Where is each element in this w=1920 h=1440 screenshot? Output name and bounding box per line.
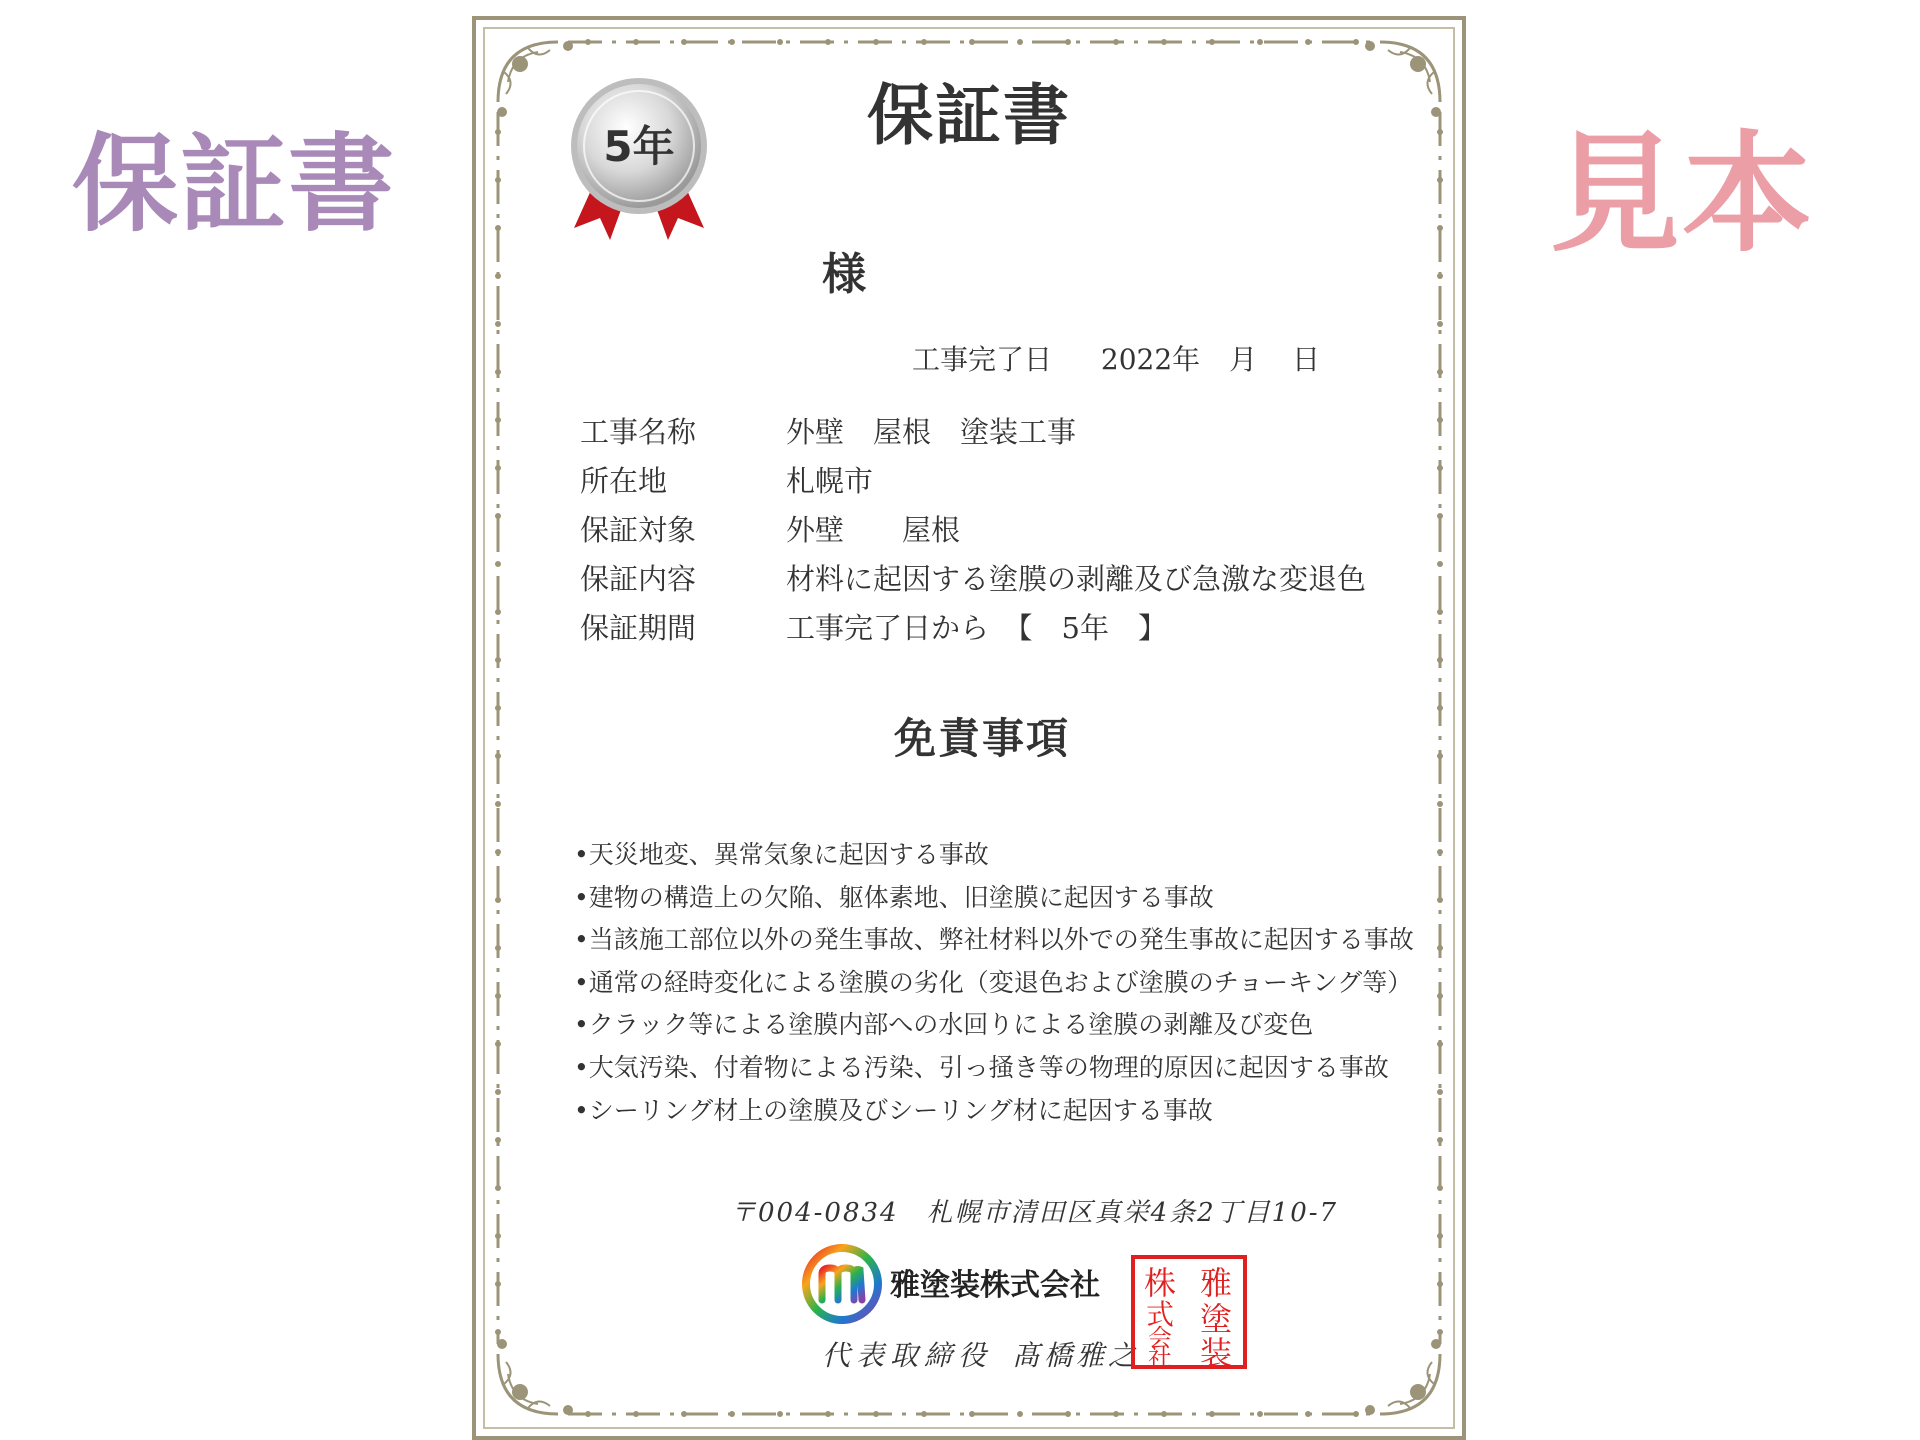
certificate-title: 保証書 bbox=[867, 76, 1071, 154]
company-address: 〒004-0834 札幌市清田区真栄4条2丁目10-7 bbox=[730, 1198, 1339, 1228]
detail-row bbox=[580, 457, 1366, 506]
detail-value-project: 外壁 屋根 塗装工事 bbox=[786, 415, 1077, 449]
company-logo-icon bbox=[802, 1244, 882, 1328]
badge-years-text: 5年 bbox=[603, 122, 675, 171]
representative-signature: 髙橋雅之 bbox=[1012, 1339, 1141, 1372]
warranty-certificate bbox=[472, 16, 1466, 1440]
detail-label-target: 保証対象 bbox=[580, 513, 697, 547]
detail-label-content: 保証内容 bbox=[580, 562, 697, 596]
completion-month: 月 bbox=[1229, 343, 1258, 376]
svg-text:装: 装 bbox=[1199, 1334, 1233, 1370]
list-item: •天災地変、異常気象に起因する事故 bbox=[574, 840, 989, 869]
recipient-suffix: 様 bbox=[822, 249, 866, 300]
svg-text:株: 株 bbox=[1143, 1264, 1177, 1302]
detail-value-target: 外壁 屋根 bbox=[786, 513, 961, 547]
detail-value-content: 材料に起因する塗膜の剥離及び急激な変退色 bbox=[786, 562, 1367, 596]
svg-text:会: 会 bbox=[1148, 1324, 1172, 1352]
sample-side-title: 保証書 bbox=[72, 121, 396, 246]
svg-text:式: 式 bbox=[1145, 1298, 1175, 1331]
detail-row bbox=[580, 408, 1366, 457]
detail-row bbox=[580, 506, 1366, 555]
list-item: •当該施工部位以外の発生事故、弊社材料以外での発生事故に起因する事故 bbox=[574, 925, 1414, 955]
completion-date-row bbox=[912, 338, 1320, 378]
detail-row bbox=[580, 555, 1366, 604]
completion-day: 日 bbox=[1292, 343, 1321, 376]
svg-text:塗: 塗 bbox=[1199, 1300, 1233, 1338]
disclaimer-heading: 免責事項 bbox=[893, 714, 1070, 763]
detail-value-period: 工事完了日から 【 5年 】 bbox=[786, 611, 1167, 645]
list-item: •シーリング材上の塗膜及びシーリング材に起因する事故 bbox=[574, 1095, 1213, 1125]
list-item: •クラック等による塗膜内部への水回りによる塗膜の剥離及び変色 bbox=[574, 1010, 1314, 1040]
completion-date-label: 工事完了日 bbox=[912, 343, 1053, 376]
svg-text:社: 社 bbox=[1148, 1344, 1172, 1370]
detail-row bbox=[580, 604, 1366, 653]
company-seal-stamp bbox=[1130, 1254, 1248, 1374]
disclaimer-list bbox=[574, 834, 1414, 1132]
list-item: •大気汚染、付着物による汚染、引っ掻き等の物理的原因に起因する事故 bbox=[574, 1052, 1389, 1082]
list-item: •通常の経時変化による塗膜の劣化（変退色および塗膜のチョーキング等） bbox=[574, 967, 1413, 997]
detail-label-project: 工事名称 bbox=[580, 415, 697, 449]
completion-year: 2022年 bbox=[1100, 343, 1201, 376]
representative-title: 代表取締役 bbox=[822, 1339, 993, 1372]
detail-label-location: 所在地 bbox=[580, 464, 668, 498]
list-item: •建物の構造上の欠陥、躯体素地、旧塗膜に起因する事故 bbox=[574, 882, 1214, 912]
detail-label-period: 保証期間 bbox=[580, 611, 697, 645]
company-name: 雅塗装株式会社 bbox=[890, 1268, 1100, 1303]
warranty-details bbox=[580, 408, 1366, 653]
sample-watermark-label: 見本 bbox=[1550, 117, 1815, 270]
svg-text:雅: 雅 bbox=[1199, 1264, 1233, 1302]
detail-value-location: 札幌市 bbox=[786, 464, 874, 498]
